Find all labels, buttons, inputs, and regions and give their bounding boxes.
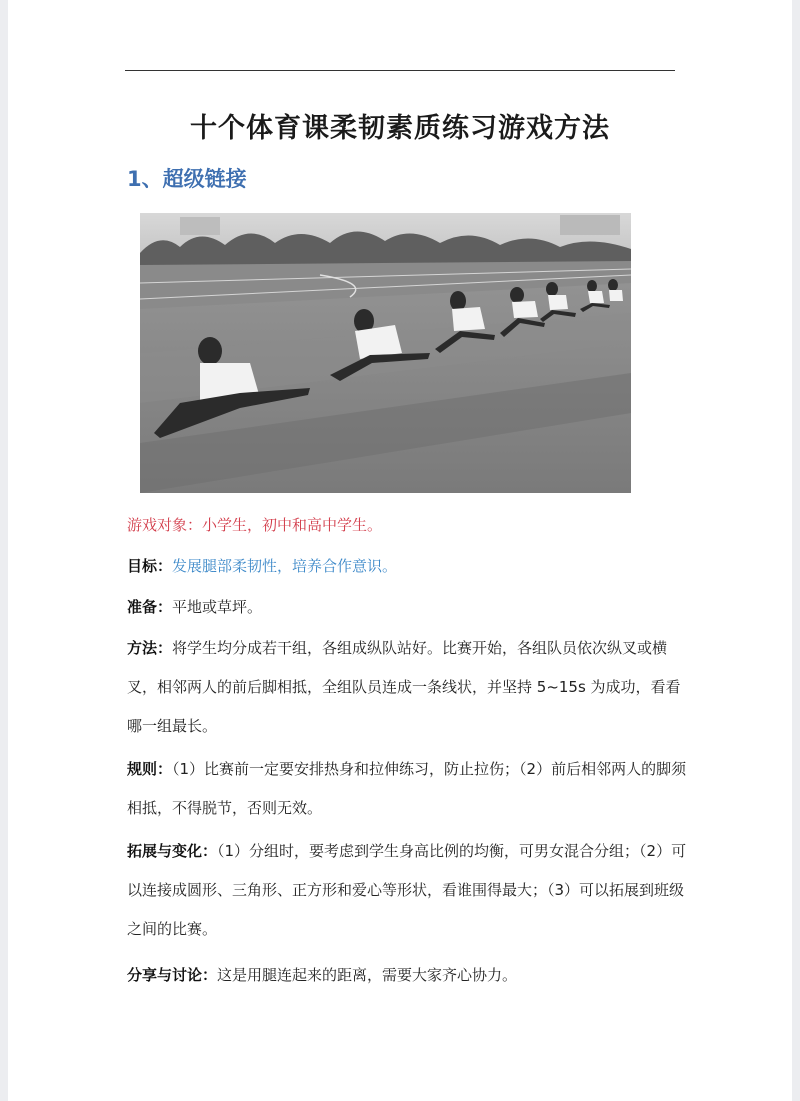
prep-text: 平地或草坪。 xyxy=(172,598,263,616)
prep-label: 准备： xyxy=(127,598,173,616)
goal-line xyxy=(127,547,687,586)
extension-text: （1）分组时，要考虑到学生身高比例的均衡，可男女混合分组；（2）可以连接成圆形、三角形、正方形和爱心等形状，看谁围得最大；（3）可以拓展到班级之间的比赛。 xyxy=(127,842,687,938)
share-paragraph xyxy=(127,956,687,995)
extension-paragraph xyxy=(127,832,687,949)
page-title: 十个体育课柔韧素质练习游戏方法 xyxy=(190,113,610,144)
students-splits-photo xyxy=(140,213,631,493)
method-paragraph xyxy=(127,629,687,746)
rules-text: （1）比赛前一定要安排热身和拉伸练习，防止拉伤；（2）前后相邻两人的脚须相抵，不得脱节，否则无效。 xyxy=(127,760,687,817)
prep-line xyxy=(127,588,687,627)
goal-label: 目标： xyxy=(127,557,173,575)
method-label: 方法： xyxy=(127,639,173,657)
top-divider xyxy=(125,70,675,71)
method-text: 将学生均分成若干组，各组成纵队站好。比赛开始，各组队员依次纵叉或横叉，相邻两人的前后脚相抵，全组队员连成一条线状，并坚持 5~15s 为成功，看看哪一组最长。 xyxy=(127,639,681,735)
share-label: 分享与讨论： xyxy=(127,966,218,984)
extension-label: 拓展与变化： xyxy=(127,842,218,860)
goal-text: 发展腿部柔韧性，培养合作意识。 xyxy=(172,557,398,575)
share-text: 这是用腿连起来的距离，需要大家齐心协力。 xyxy=(217,966,518,984)
rules-label: 规则： xyxy=(127,760,173,778)
document-page xyxy=(8,0,792,1101)
audience-line: 游戏对象：小学生，初中和高中学生。 xyxy=(127,516,383,534)
section-heading: 1、超级链接 xyxy=(127,167,247,191)
rules-paragraph xyxy=(127,750,687,828)
